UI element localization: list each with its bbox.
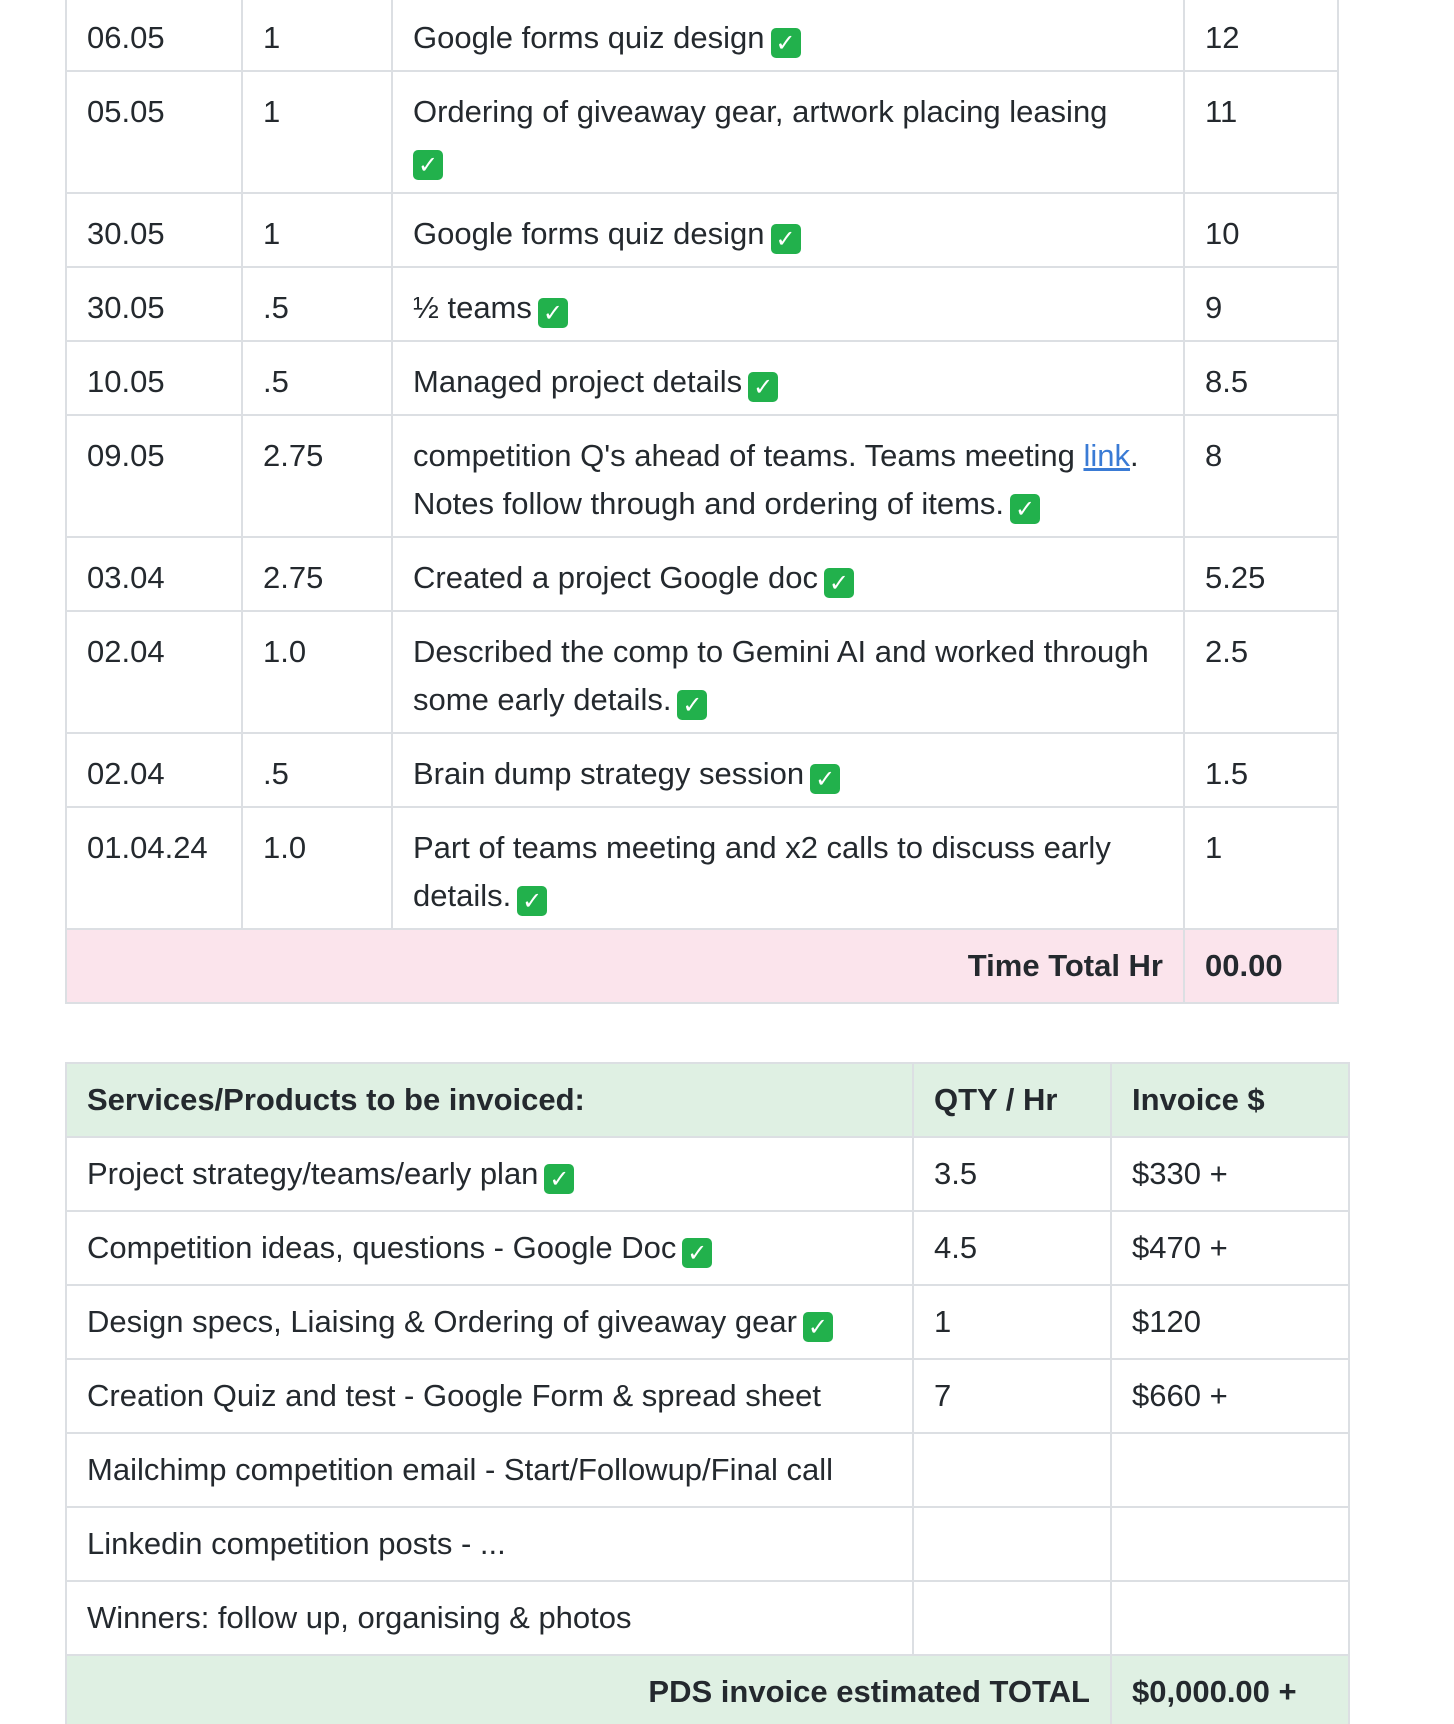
table-row xyxy=(66,733,1338,807)
table-row xyxy=(66,1285,1349,1359)
date-cell: 09.05 xyxy=(66,415,242,537)
hours-cell: 1 xyxy=(242,71,392,193)
running-total-cell: 9 xyxy=(1184,267,1338,341)
task-cell xyxy=(392,415,1184,537)
date-cell: 30.05 xyxy=(66,193,242,267)
hours-cell: 2.75 xyxy=(242,415,392,537)
task-text-end: . Notes follow through and ordering of items. xyxy=(413,438,1139,521)
white-check-mark-icon: ✓ xyxy=(803,1312,833,1342)
qty-cell: 1 xyxy=(913,1285,1111,1359)
white-check-mark-icon: ✓ xyxy=(824,568,854,598)
table-row xyxy=(66,0,1338,71)
service-cell: Competition ideas, questions - Google Doc ✓ xyxy=(66,1211,913,1285)
task-text: Google forms quiz design xyxy=(413,216,765,251)
table-row xyxy=(66,537,1338,611)
invoice-total-value: $0,000.00 + xyxy=(1111,1655,1349,1724)
time-total-value: 00.00 xyxy=(1184,929,1338,1003)
qty-header: QTY / Hr xyxy=(913,1063,1111,1137)
date-cell: 01.04.24 xyxy=(66,807,242,929)
qty-cell: 3.5 xyxy=(913,1137,1111,1211)
amount-cell xyxy=(1111,1581,1349,1655)
task-text: Part of teams meeting and x2 calls to discuss early details. xyxy=(413,830,1111,913)
invoice-header-row xyxy=(66,1063,1349,1137)
date-cell: 05.05 xyxy=(66,71,242,193)
amount-cell: $120 xyxy=(1111,1285,1349,1359)
hours-cell: 1.0 xyxy=(242,611,392,733)
hours-cell: 1 xyxy=(242,193,392,267)
white-check-mark-icon: ✓ xyxy=(771,224,801,254)
date-cell: 02.04 xyxy=(66,733,242,807)
amount-cell xyxy=(1111,1433,1349,1507)
task-cell xyxy=(392,71,1184,193)
service-cell: Creation Quiz and test - Google Form & spread sheet xyxy=(66,1359,913,1433)
table-row xyxy=(66,1507,1349,1581)
service-cell: Project strategy/teams/early plan ✓ xyxy=(66,1137,913,1211)
table-row xyxy=(66,341,1338,415)
amount-cell: $470 + xyxy=(1111,1211,1349,1285)
invoice-table xyxy=(65,1062,1350,1724)
task-cell xyxy=(392,807,1184,929)
hours-cell: .5 xyxy=(242,267,392,341)
running-total-cell: 8.5 xyxy=(1184,341,1338,415)
invoice-total-row xyxy=(66,1655,1349,1724)
white-check-mark-icon: ✓ xyxy=(538,298,568,328)
running-total-cell: 8 xyxy=(1184,415,1338,537)
hours-cell: .5 xyxy=(242,341,392,415)
white-check-mark-icon: ✓ xyxy=(682,1238,712,1268)
white-check-mark-icon: ✓ xyxy=(544,1164,574,1194)
date-cell: 02.04 xyxy=(66,611,242,733)
white-check-mark-icon: ✓ xyxy=(517,886,547,916)
running-total-cell: 2.5 xyxy=(1184,611,1338,733)
qty-cell xyxy=(913,1507,1111,1581)
date-cell: 30.05 xyxy=(66,267,242,341)
time-total-row xyxy=(66,929,1338,1003)
running-total-cell: 11 xyxy=(1184,71,1338,193)
task-text: Ordering of giveaway gear, artwork placing leasing xyxy=(413,94,1108,129)
table-row xyxy=(66,1581,1349,1655)
table-row xyxy=(66,1433,1349,1507)
task-cell xyxy=(392,733,1184,807)
white-check-mark-icon: ✓ xyxy=(810,764,840,794)
date-cell: 06.05 xyxy=(66,0,242,71)
task-cell xyxy=(392,267,1184,341)
task-cell xyxy=(392,537,1184,611)
hours-cell: 1.0 xyxy=(242,807,392,929)
amount-cell: $660 + xyxy=(1111,1359,1349,1433)
services-header: Services/Products to be invoiced: xyxy=(66,1063,913,1137)
table-row xyxy=(66,193,1338,267)
table-row xyxy=(66,415,1338,537)
white-check-mark-icon: ✓ xyxy=(413,150,443,180)
table-row xyxy=(66,267,1338,341)
table-row xyxy=(66,1359,1349,1433)
hours-cell: .5 xyxy=(242,733,392,807)
task-cell xyxy=(392,193,1184,267)
date-cell: 10.05 xyxy=(66,341,242,415)
table-row xyxy=(66,71,1338,193)
task-text-start: competition Q's ahead of teams. Teams meeting xyxy=(413,438,1084,473)
hours-cell: 2.75 xyxy=(242,537,392,611)
service-cell: Mailchimp competition email - Start/Followup/Final call xyxy=(66,1433,913,1507)
invoice-total-label: PDS invoice estimated TOTAL xyxy=(66,1655,1111,1724)
task-cell xyxy=(392,0,1184,71)
table-row xyxy=(66,1137,1349,1211)
date-cell: 03.04 xyxy=(66,537,242,611)
white-check-mark-icon: ✓ xyxy=(677,690,707,720)
service-cell: Winners: follow up, organising & photos xyxy=(66,1581,913,1655)
task-text: Described the comp to Gemini AI and worked through some early details. xyxy=(413,634,1149,717)
amount-cell: $330 + xyxy=(1111,1137,1349,1211)
running-total-cell: 5.25 xyxy=(1184,537,1338,611)
qty-cell xyxy=(913,1581,1111,1655)
task-text: ½ teams xyxy=(413,290,532,325)
running-total-cell: 1.5 xyxy=(1184,733,1338,807)
amount-cell xyxy=(1111,1507,1349,1581)
task-cell xyxy=(392,341,1184,415)
time-total-label: Time Total Hr xyxy=(66,929,1184,1003)
hours-cell: 1 xyxy=(242,0,392,71)
table-row xyxy=(66,611,1338,733)
task-cell xyxy=(392,611,1184,733)
white-check-mark-icon: ✓ xyxy=(748,372,778,402)
running-total-cell: 10 xyxy=(1184,193,1338,267)
table-row xyxy=(66,1211,1349,1285)
running-total-cell: 1 xyxy=(1184,807,1338,929)
service-cell: Linkedin competition posts - ... xyxy=(66,1507,913,1581)
task-text: Brain dump strategy session xyxy=(413,756,805,791)
time-log-table xyxy=(65,0,1339,1004)
white-check-mark-icon: ✓ xyxy=(1010,494,1040,524)
qty-cell: 7 xyxy=(913,1359,1111,1433)
invoice-amount-header: Invoice $ xyxy=(1111,1063,1349,1137)
task-text: Managed project details xyxy=(413,364,743,399)
table-row xyxy=(66,807,1338,929)
running-total-cell: 12 xyxy=(1184,0,1338,71)
qty-cell xyxy=(913,1433,1111,1507)
task-text: Created a project Google doc xyxy=(413,560,818,595)
qty-cell: 4.5 xyxy=(913,1211,1111,1285)
meeting-link[interactable]: link xyxy=(1083,438,1130,473)
white-check-mark-icon: ✓ xyxy=(771,28,801,58)
service-cell: Design specs, Liaising & Ordering of giveaway gear ✓ xyxy=(66,1285,913,1359)
task-text: Google forms quiz design xyxy=(413,20,765,55)
